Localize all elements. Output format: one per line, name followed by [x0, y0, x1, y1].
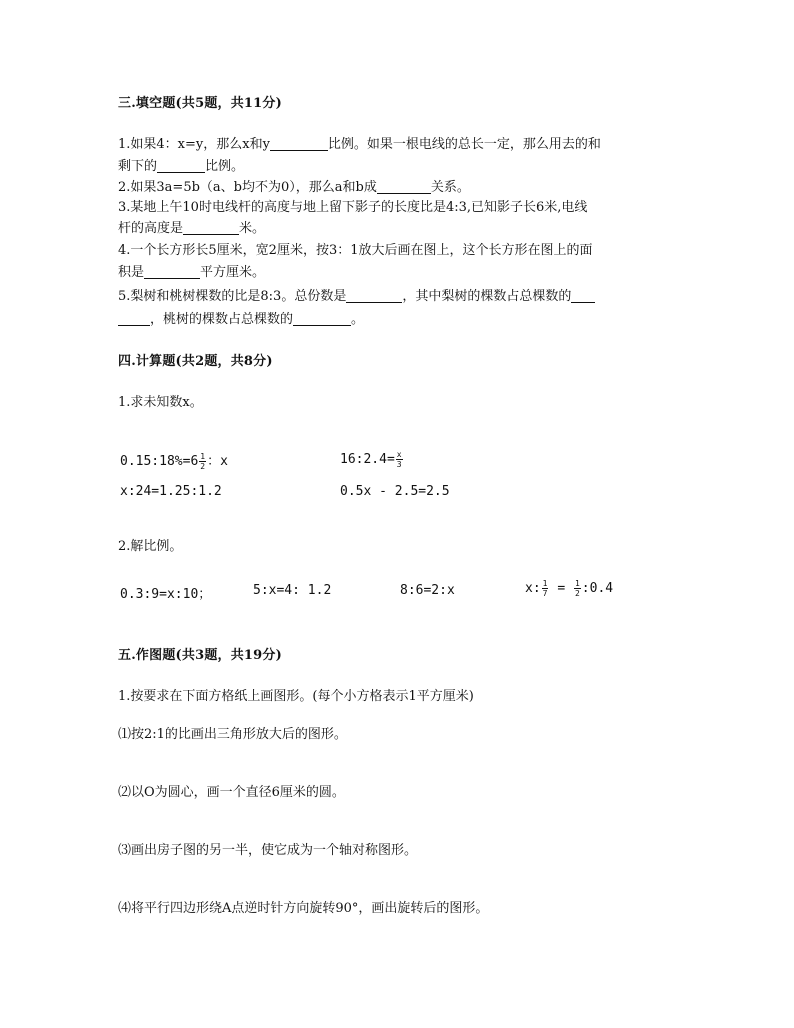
answer-blank[interactable]	[377, 179, 431, 194]
fill-question-1-line1: 1.如果4：x=y，那么x和y 比例。如果一根电线的总长一定，那么用去的和	[118, 137, 601, 152]
calc-question-1-title: 1.求未知数x。	[118, 395, 203, 410]
draw-subquestion-3: ⑶画出房子图的另一半，使它成为一个轴对称图形。	[118, 843, 418, 858]
answer-blank[interactable]	[183, 220, 239, 235]
section3-title: 三.填空题(共5题，共11分)	[118, 96, 282, 111]
fill-question-2: 2.如果3a=5b（a、b均不为0），那么a和b成 关系。	[118, 180, 470, 195]
proportion-1: 0.3:9=x:10；	[120, 587, 212, 602]
fraction: $\frac{1}{2}$	[574, 579, 580, 598]
fill-question-5-line1: 5.梨树和桃树棵数的比是8:3。总份数是 ，其中梨树的棵数占总棵数的	[118, 286, 595, 308]
equation-1: 0.15:18%=6 $\frac{1}{2}$ ：x	[120, 452, 228, 471]
calc-question-2-title: 2.解比例。	[118, 539, 183, 554]
answer-blank[interactable]	[346, 288, 402, 303]
equation-2: 16:2.4= $\frac{x}{3}$	[340, 450, 402, 469]
section4-title: 四.计算题(共2题，共8分)	[118, 354, 273, 369]
draw-subquestion-4: ⑷将平行四边形绕A点逆时针方向旋转90°，画出旋转后的图形。	[118, 901, 489, 916]
draw-subquestion-1: ⑴按2:1的比画出三角形放大后的图形。	[118, 727, 347, 742]
proportion-4: x: $\frac{1}{7}$ = $\frac{1}{2}$ :0.4	[525, 579, 614, 598]
fill-question-5-line2: ，桃树的棵数占总棵数的 。	[118, 309, 364, 331]
fraction: $\frac{1}{7}$	[542, 579, 548, 598]
equation-3: x:24=1.25:1.2	[120, 484, 222, 499]
answer-blank[interactable]	[157, 158, 205, 173]
answer-blank[interactable]	[293, 311, 351, 326]
proportion-2: 5:x=4: 1.2	[253, 583, 332, 598]
section5-title: 五.作图题(共3题，共19分)	[118, 648, 282, 663]
fraction: $\frac{x}{3}$	[396, 450, 402, 469]
draw-subquestion-2: ⑵以O为圆心，画一个直径6厘米的圆。	[118, 785, 345, 800]
answer-blank[interactable]	[118, 311, 150, 326]
fill-question-4-line1: 4.一个长方形长5厘米，宽2厘米，按3：1放大后画在图上，这个长方形在图上的面	[118, 243, 593, 258]
fill-question-4-line2: 积是 平方厘米。	[118, 265, 266, 280]
answer-blank[interactable]	[270, 136, 328, 151]
proportion-3: 8:6=2:x	[400, 583, 455, 598]
draw-question-1-title: 1.按要求在下面方格纸上画图形。(每个小方格表示1平方厘米)	[118, 689, 474, 704]
fill-question-1-line2: 剩下的 比例。	[118, 159, 245, 174]
answer-blank[interactable]	[571, 288, 595, 303]
fill-question-3-line2: 杆的高度是 米。	[118, 221, 266, 236]
equation-4: 0.5x - 2.5=2.5	[340, 484, 450, 499]
answer-blank[interactable]	[144, 264, 200, 279]
fill-question-3-line1: 3.某地上午10时电线杆的高度与地上留下影子的长度比是4:3,已知影子长6米,电线	[118, 200, 588, 215]
fraction: $\frac{1}{2}$	[200, 452, 206, 471]
